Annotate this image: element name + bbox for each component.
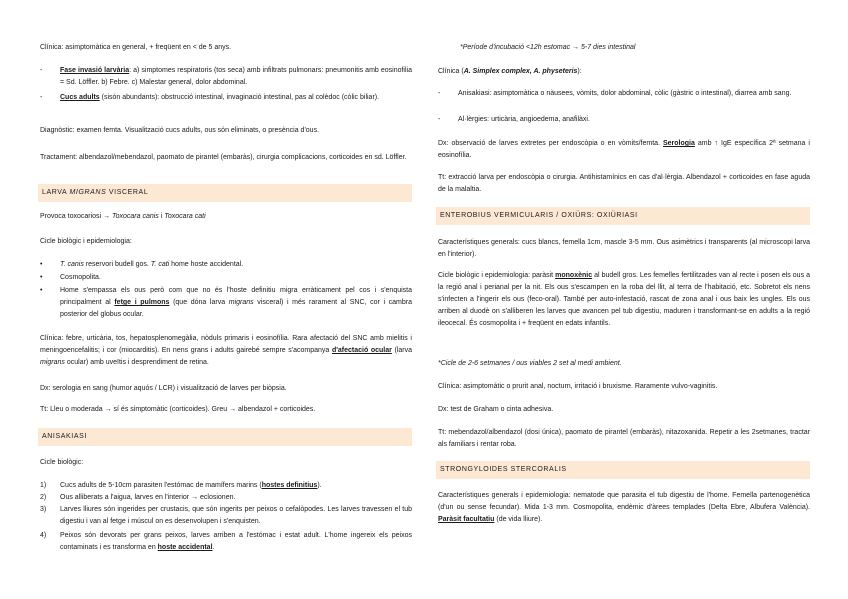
anisakiasi-tt: Tt: extracció larva per endoscòpia o cirurgia. Antihistamínics en cas d'al·lèrgia. Albendazol + corticoides en fase aguda de la malaltia. (438, 174, 810, 193)
anisakiasi-dx: Dx: observació de larves extretes per endoscòpia o en vòmits/femta. Serologia amb ↑ IgE específica 2ª setmana i eosinofília. (438, 140, 810, 159)
enterobius-cicle-note: *Cicle de 2-6 setmanes / ous viables 2 set al medi ambient. (438, 360, 622, 367)
fase-invasio-text: : a) simptomes respiratoris (tos seca) amb infiltrats pulmonars: pneumonitis amb eosinofilia = Sd. Löffler. b) Febre. c) Malestar general, dolor abdominal. (60, 67, 412, 86)
toxocariosi-cicle-title: Cicle biològic i epidemiologia: (40, 238, 132, 245)
toxocariosi-clinica: Clínica: febre, urticària, tos, hepatosplenomegàlia, nòduls primaris i eosinofília. Rara afectació del SNC amb mielitis i meningoencefalitis; i cor (miocarditis). En nens grans i adults gairebé sempre s'acompanya d'afectació ocular (larva migrans ocular) amb uveïtis i desprendiment de retina. (40, 335, 412, 366)
toxocariosi-dx: Dx: serologia en sang (humor aquós / LCR) i visualització de larves per biòpsia. (40, 385, 287, 392)
bullet-cucs-adults: - Cucs adults (sisón abundants): obstrucció intestinal, invaginació intestinal, pas al colèdoc (còlic biliar). (40, 94, 380, 101)
toxocariosi-provoca: Provoca toxocariosi → Toxocara canis i Toxocara cati (40, 213, 206, 220)
header-anisakiasi: ANISAKIASI (38, 428, 412, 446)
enterobius-dx: Dx: test de Graham o cinta adhesiva. (438, 406, 554, 413)
fase-invasio-label: Fase invasió larvària (60, 67, 130, 74)
enterobius-clinica: Clínica: asimptomàtic o prurit anal, nocturn, irritació i bruxisme. Raramente vulvo-vaginitis. (438, 383, 718, 390)
cucs-adults-text: (sisón abundants): obstrucció intestinal, invaginació intestinal, pas al colèdoc (còlic biliar). (99, 94, 380, 101)
anisakiasi-clinica-title: Clínica (A. Simplex complex, A. physeteris): (438, 68, 582, 75)
header-strongyloides: STRONGYLOIDES STERCORALIS (436, 461, 810, 479)
incubacio-note: *Període d'incubació <12h estomac → 5-7 dies intestinal (460, 44, 636, 51)
ascariasi-tractament: Tractament: albendazol/mebendazol, paomato de pirantel (embaràs), cirurgia complicacions, corticoides en sd. Löffler. (40, 154, 407, 161)
anisakiasi-cicle-title: Cicle biològic: (40, 459, 84, 466)
header-enterobius: ENTEROBIUS VERMICULARIS / OXIÜRS: OXIÜRIASI (436, 207, 810, 225)
enterobius-caracteristiques: Característiques generals: cucs blancs, femella 1cm, mascle 3-5 mm. Ous asimètrics i transparents (al microscopi larva en l'interior). (438, 239, 810, 258)
cucs-adults-label: Cucs adults (60, 94, 100, 101)
strongyloides-caracteristiques: Característiques generals i epidemiologia: nematode que parasita el tub digestiu de l'home. Femella partenogenètica (d'un ou sense fecundar). Mida 1-3 mm. Cosmopolita, endèmic d'àrees templades (Delta Ebre, Albufera València). Paràsit facultatiu (de vida lliure). (438, 492, 810, 523)
toxocariosi-tt: Tt: Lleu o moderada → sí és simptomàtic (corticoides). Greu → albendazol + corticoides. (40, 406, 316, 413)
ascariasi-clinica: Clínica: asimptomàtica en general, + freqüent en < de 5 anys. (40, 44, 232, 51)
header-larva-migrans: LARVA MIGRANS VISCERAL (38, 184, 412, 202)
enterobius-tt: Tt: mebendazol/albendazol (dosi única), paomato de pirantel (embaràs), nitazoxanida. Repetir a les 2setmanes, tractar als familiars i rentar roba. (438, 429, 810, 448)
ascariasi-diagnostic: Diagnòstic: examen femta. Visualització cucs adults, ous són eliminats, o presència d'ous. (40, 127, 320, 134)
enterobius-cicle: Cicle biològic i epidemiologia: paràsit monoxènic al budell gros. Les femelles fertilitzades van al recte i posen els ous a la regió anal i perianal per la nit. Els ous s'escampen en la roba del llit, al terra de l'habitació, etc. Sobretot els nens s'infecten a l'ingerir els ous (feco-oral). També per auto-infestació, rascat de zona anal i ous baix les ungles. Els ous arriben al duodè on s'alliberen les larves que avancen pel tub digestiu, maduren i transformant-se en adults a la regió ileocecal. És cosmopolita i + freqüent en edats infantils. (438, 272, 810, 327)
bullet-fase-invasio: - Fase invasió larvària: a) simptomes respiratoris (tos seca) amb infiltrats pulmonars: pneumonitis amb eosinofilia = Sd. Löffler. b) Febre. c) Malestar general, dolor abdominal. (40, 67, 412, 86)
